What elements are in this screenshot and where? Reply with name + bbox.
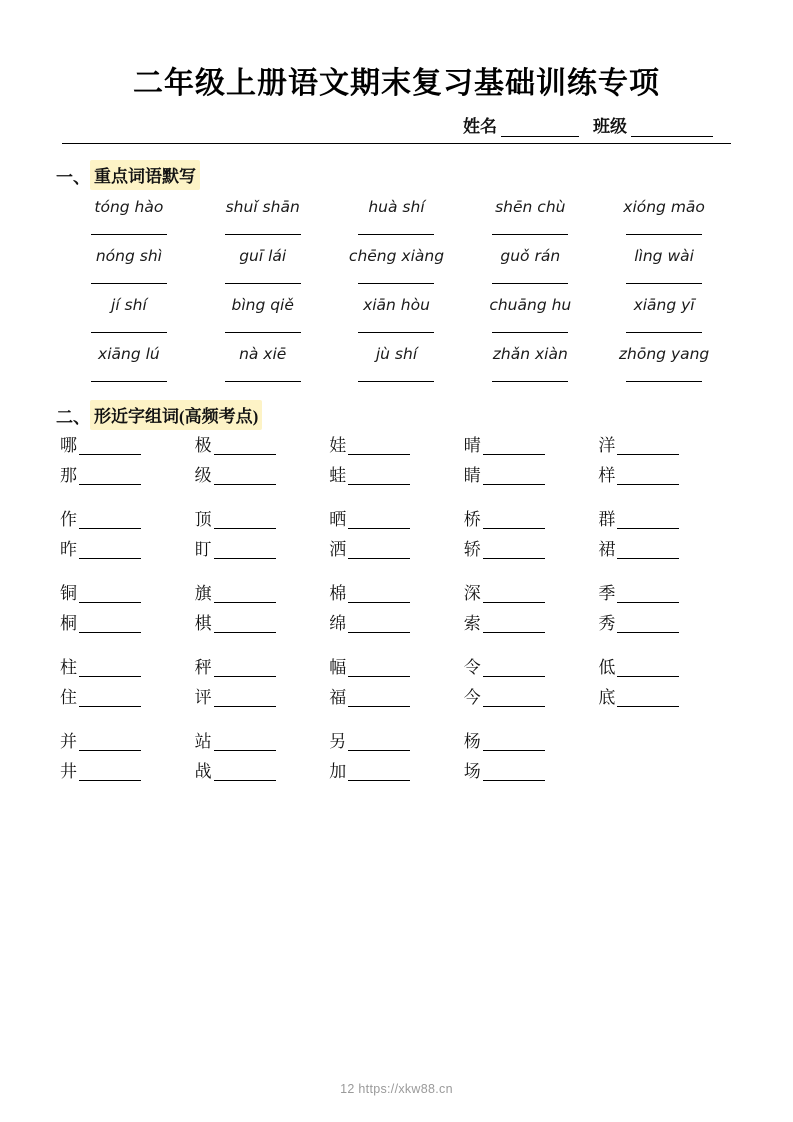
char-row (195, 586, 330, 603)
char-row (195, 468, 330, 485)
char-label: 季 (598, 584, 616, 604)
word-blank[interactable] (483, 545, 545, 559)
char-label: 晒 (329, 510, 347, 530)
char-row (329, 542, 464, 559)
pinyin-cell (330, 345, 464, 390)
pinyin-cell (463, 345, 597, 390)
word-blank[interactable] (348, 545, 410, 559)
char-block (464, 734, 599, 794)
char-label: 轿 (463, 540, 481, 560)
pinyin-text: tóng hào (94, 198, 164, 216)
word-blank[interactable] (617, 663, 679, 677)
char-label: 桥 (463, 510, 481, 530)
pinyin-text: chuāng hu (489, 296, 572, 314)
char-row (60, 512, 195, 529)
pinyin-text: zhǎn xiàn (492, 345, 568, 363)
char-label: 娃 (329, 436, 347, 456)
char-group-grid (56, 438, 737, 808)
char-row (60, 438, 195, 455)
word-blank[interactable] (214, 767, 276, 781)
char-row (195, 542, 330, 559)
pinyin-cell (196, 247, 330, 292)
char-block (195, 660, 330, 720)
char-block (464, 660, 599, 720)
pinyin-text: bìng qiě (231, 296, 294, 314)
pinyin-cell (597, 296, 731, 341)
word-blank[interactable] (79, 441, 141, 455)
char-label: 站 (194, 732, 212, 752)
char-label: 昨 (60, 540, 77, 560)
char-label: 作 (60, 510, 77, 530)
pinyin-cell (330, 198, 464, 243)
word-blank[interactable] (79, 737, 141, 751)
pinyin-cell (330, 247, 464, 292)
char-row (60, 734, 195, 751)
word-blank[interactable] (348, 589, 410, 603)
write-blank[interactable] (626, 366, 702, 382)
word-blank[interactable] (483, 441, 545, 455)
char-label: 加 (329, 762, 347, 782)
word-blank[interactable] (348, 663, 410, 677)
char-block (464, 512, 599, 572)
pinyin-cell (196, 296, 330, 341)
char-label: 幅 (329, 658, 347, 678)
char-label: 群 (598, 510, 616, 530)
write-blank[interactable] (91, 317, 167, 333)
word-blank[interactable] (79, 545, 141, 559)
word-blank[interactable] (483, 515, 545, 529)
char-row (329, 660, 464, 677)
char-label: 底 (598, 688, 616, 708)
write-blank[interactable] (225, 317, 301, 333)
char-label: 绵 (329, 614, 347, 634)
pinyin-cell (463, 296, 597, 341)
char-block (329, 660, 464, 720)
char-row (464, 542, 599, 559)
pinyin-cell (597, 345, 731, 390)
write-blank[interactable] (225, 268, 301, 284)
char-label: 并 (60, 732, 77, 752)
char-label: 柱 (60, 658, 77, 678)
char-block (598, 586, 733, 646)
word-blank[interactable] (617, 545, 679, 559)
pinyin-cell (62, 345, 196, 390)
char-block (329, 734, 464, 794)
word-blank[interactable] (348, 737, 410, 751)
char-row (60, 468, 195, 485)
word-blank[interactable] (214, 663, 276, 677)
char-label: 井 (60, 762, 77, 782)
pinyin-cell (597, 247, 731, 292)
char-row (329, 438, 464, 455)
char-row (195, 660, 330, 677)
write-blank[interactable] (358, 268, 434, 284)
section-1-title: 重点词语默写 (90, 160, 200, 190)
char-row (329, 512, 464, 529)
char-row (60, 616, 195, 633)
char-label: 旗 (194, 584, 212, 604)
char-block (195, 438, 330, 498)
write-blank[interactable] (91, 268, 167, 284)
word-blank[interactable] (617, 515, 679, 529)
word-blank[interactable] (214, 515, 276, 529)
pinyin-cell (62, 198, 196, 243)
char-block (60, 734, 195, 794)
word-blank[interactable] (79, 619, 141, 633)
pinyin-text: guī lái (239, 247, 287, 265)
pinyin-text: xiāng yī (633, 296, 695, 314)
pinyin-text: chēng xiàng (348, 247, 445, 265)
class-blank[interactable] (631, 122, 713, 137)
char-row (464, 586, 599, 603)
char-row (329, 734, 464, 751)
char-block (60, 660, 195, 720)
pinyin-cell (62, 296, 196, 341)
char-label: 令 (463, 658, 481, 678)
char-block (195, 586, 330, 646)
word-blank[interactable] (617, 471, 679, 485)
pinyin-cell (597, 198, 731, 243)
section-2-title: 形近字组词(高频考点) (90, 400, 262, 430)
char-label: 哪 (60, 436, 77, 456)
pinyin-text: xiān hòu (363, 296, 430, 314)
char-block (195, 734, 330, 794)
char-label: 秀 (598, 614, 616, 634)
char-label: 场 (463, 762, 481, 782)
word-blank[interactable] (214, 471, 276, 485)
write-blank[interactable] (225, 219, 301, 235)
write-blank[interactable] (358, 366, 434, 382)
pinyin-text: nà xiē (239, 345, 287, 363)
word-blank[interactable] (214, 545, 276, 559)
char-label: 住 (60, 688, 77, 708)
char-block (195, 512, 330, 572)
char-label: 另 (329, 732, 347, 752)
class-label: 班级 (593, 117, 627, 136)
write-blank[interactable] (626, 268, 702, 284)
word-blank[interactable] (79, 693, 141, 707)
char-label: 低 (598, 658, 616, 678)
char-row (195, 764, 330, 781)
char-label: 索 (463, 614, 481, 634)
char-row (329, 690, 464, 707)
char-row (464, 438, 599, 455)
char-label: 那 (60, 466, 77, 486)
char-label: 级 (194, 466, 212, 486)
word-blank[interactable] (348, 619, 410, 633)
char-label: 战 (194, 762, 212, 782)
word-blank[interactable] (617, 619, 679, 633)
pinyin-text: xióng māo (623, 198, 705, 216)
pinyin-text: jí shí (111, 296, 147, 314)
word-blank[interactable] (79, 515, 141, 529)
word-blank[interactable] (483, 619, 545, 633)
char-row (464, 468, 599, 485)
char-row (195, 512, 330, 529)
char-row (598, 660, 733, 677)
word-blank[interactable] (214, 693, 276, 707)
char-label: 深 (463, 584, 481, 604)
char-label: 蛙 (329, 466, 347, 486)
section-2-heading (56, 400, 737, 430)
pinyin-text: guǒ rán (500, 247, 561, 265)
write-blank[interactable] (492, 366, 568, 382)
section-2-index: 二、 (56, 407, 90, 427)
char-label: 铜 (60, 584, 77, 604)
char-row (464, 764, 599, 781)
pinyin-cell (463, 198, 597, 243)
char-row (195, 616, 330, 633)
write-blank[interactable] (626, 219, 702, 235)
word-blank[interactable] (79, 589, 141, 603)
word-blank[interactable] (483, 589, 545, 603)
pinyin-text: lìng wài (634, 247, 694, 265)
write-blank[interactable] (492, 219, 568, 235)
char-label: 晴 (463, 436, 481, 456)
char-label: 棋 (194, 614, 212, 634)
pinyin-text: shēn chù (495, 198, 566, 216)
char-row (464, 512, 599, 529)
word-blank[interactable] (617, 589, 679, 603)
pinyin-text: jù shí (375, 345, 418, 363)
char-label: 福 (329, 688, 347, 708)
char-row (60, 690, 195, 707)
pinyin-text: zhōng yang (618, 345, 710, 363)
pinyin-text: xiāng lú (98, 345, 160, 363)
char-label: 桐 (60, 614, 77, 634)
char-row (195, 690, 330, 707)
char-row (195, 438, 330, 455)
char-label: 洋 (598, 436, 616, 456)
char-row (464, 660, 599, 677)
header-divider (62, 143, 731, 144)
char-block (60, 586, 195, 646)
page-title: 二年级上册语文期末复习基础训练专项 (133, 67, 660, 100)
pinyin-cell (196, 198, 330, 243)
char-label: 盯 (194, 540, 212, 560)
pinyin-text: shuǐ shān (225, 198, 300, 216)
write-blank[interactable] (91, 219, 167, 235)
word-blank[interactable] (348, 693, 410, 707)
char-row (329, 586, 464, 603)
section-1-index: 一、 (56, 167, 90, 187)
char-label: 杨 (463, 732, 481, 752)
char-label: 样 (598, 466, 616, 486)
footer-watermark: 12 https://xkw88.cn (340, 1082, 453, 1096)
char-row (329, 468, 464, 485)
char-label: 极 (194, 436, 212, 456)
word-blank[interactable] (483, 737, 545, 751)
word-blank[interactable] (214, 441, 276, 455)
char-label: 秤 (194, 658, 212, 678)
char-row (598, 468, 733, 485)
word-blank[interactable] (214, 619, 276, 633)
word-blank[interactable] (617, 693, 679, 707)
char-row (598, 616, 733, 633)
char-row (598, 438, 733, 455)
char-block (329, 586, 464, 646)
word-blank[interactable] (348, 441, 410, 455)
pinyin-text: nóng shì (95, 247, 162, 265)
char-row (60, 542, 195, 559)
pinyin-cell (62, 247, 196, 292)
word-blank[interactable] (483, 471, 545, 485)
char-label: 睛 (463, 466, 481, 486)
char-label: 顶 (194, 510, 212, 530)
char-row (329, 764, 464, 781)
char-row (464, 690, 599, 707)
word-blank[interactable] (214, 589, 276, 603)
char-row (60, 764, 195, 781)
word-blank[interactable] (483, 693, 545, 707)
char-row (464, 734, 599, 751)
pinyin-cell (330, 296, 464, 341)
char-row (598, 690, 733, 707)
word-blank[interactable] (79, 471, 141, 485)
char-block (464, 586, 599, 646)
char-block (598, 438, 733, 498)
char-label: 棉 (329, 584, 347, 604)
pinyin-cell (463, 247, 597, 292)
char-row (464, 616, 599, 633)
char-label: 评 (194, 688, 212, 708)
char-row (60, 660, 195, 677)
section-1-heading (56, 160, 737, 190)
char-row (598, 512, 733, 529)
char-label: 裙 (598, 540, 616, 560)
char-block-empty (598, 734, 733, 794)
word-blank[interactable] (214, 737, 276, 751)
char-block (464, 438, 599, 498)
word-blank[interactable] (617, 441, 679, 455)
char-block (60, 438, 195, 498)
word-blank[interactable] (483, 663, 545, 677)
char-label: 洒 (329, 540, 347, 560)
word-blank[interactable] (348, 471, 410, 485)
char-block (329, 512, 464, 572)
write-blank[interactable] (91, 366, 167, 382)
char-block (329, 438, 464, 498)
write-blank[interactable] (492, 268, 568, 284)
write-blank[interactable] (626, 317, 702, 333)
pinyin-cell (196, 345, 330, 390)
char-row (60, 586, 195, 603)
char-block (598, 660, 733, 720)
write-blank[interactable] (358, 317, 434, 333)
char-row (195, 734, 330, 751)
char-row (598, 542, 733, 559)
word-blank[interactable] (483, 767, 545, 781)
char-block (60, 512, 195, 572)
word-blank[interactable] (348, 515, 410, 529)
name-blank[interactable] (501, 122, 579, 137)
pinyin-text: huà shí (368, 198, 425, 216)
char-row (329, 616, 464, 633)
char-row (598, 586, 733, 603)
student-id-line (56, 112, 737, 137)
char-block (598, 512, 733, 572)
word-blank[interactable] (348, 767, 410, 781)
word-blank[interactable] (79, 767, 141, 781)
name-label: 姓名 (463, 117, 497, 136)
write-blank[interactable] (358, 219, 434, 235)
word-blank[interactable] (79, 663, 141, 677)
write-blank[interactable] (225, 366, 301, 382)
pinyin-grid (56, 198, 737, 390)
write-blank[interactable] (492, 317, 568, 333)
char-label: 今 (463, 688, 481, 708)
